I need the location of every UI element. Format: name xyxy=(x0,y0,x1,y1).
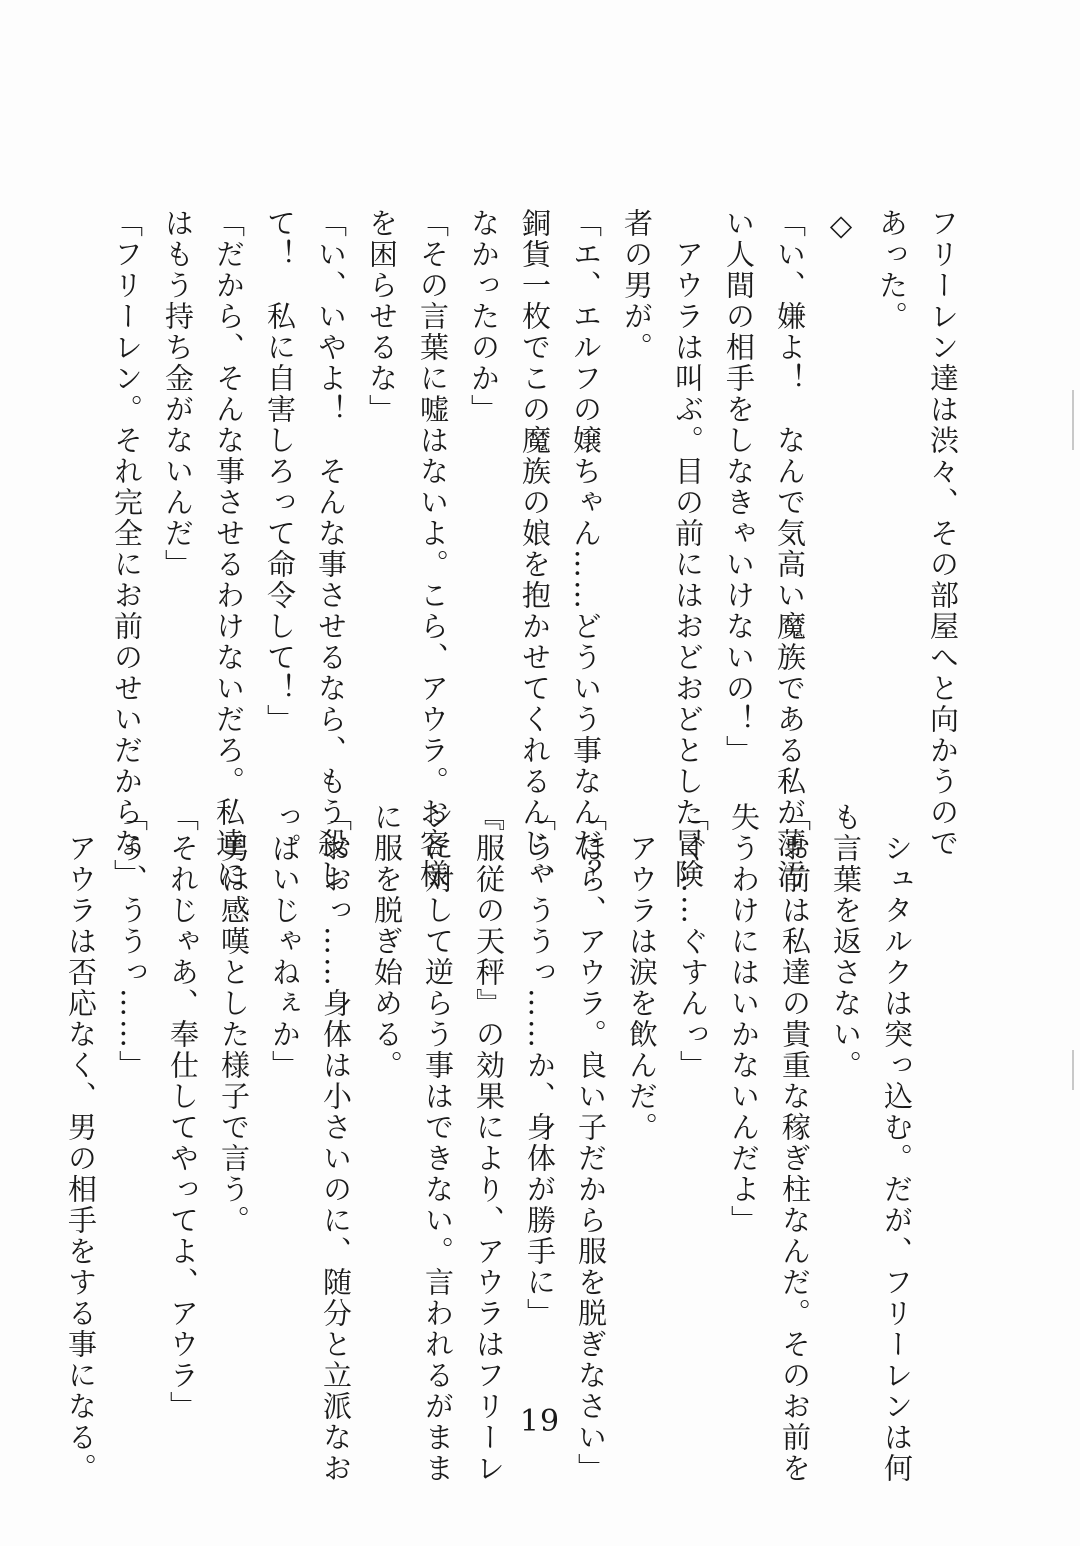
text-line: アウラは叫ぶ。目の前にはおどおどとした冒険 xyxy=(671,208,705,890)
text-line: 「エ、エルフの嬢ちゃん……どういう事なんだ？ xyxy=(569,208,603,890)
text-line: シュタルクは突っ込む。だが、フリーレンは何 xyxy=(880,802,914,1484)
scan-edge-mark xyxy=(1072,1050,1074,1090)
text-line: 「おおっ……身体は小さいのに、随分と立派なお xyxy=(319,802,353,1484)
text-line: 銅貨一枚でこの魔族の娘を抱かせてくれるんじゃ xyxy=(518,208,552,890)
text-line: フリーレン達は渋々、その部屋へと向かうので xyxy=(926,208,960,859)
text-line: 「い、嫌よ！ なんで気高い魔族である私が薄汚 xyxy=(773,208,807,890)
text-line: を困らせるな」 xyxy=(365,208,399,425)
scene-break-marker: ◇ xyxy=(824,208,858,244)
page-number: 19 xyxy=(519,1404,561,1439)
text-line: はもう持ち金がないんだ」 xyxy=(161,208,195,580)
text-line: 「お前は私達の貴重な稼ぎ柱なんだ。そのお前を xyxy=(778,802,812,1484)
text-line: 者の男が。 xyxy=(620,208,654,363)
text-line: に服を脱ぎ始める。 xyxy=(370,802,404,1081)
text-line: あった。 xyxy=(875,208,909,332)
text-line: 「ほら、アウラ。良い子だから服を脱ぎなさい」 xyxy=(574,802,608,1484)
text-line: 男は感嘆とした様子で言う。 xyxy=(217,802,251,1236)
text-line: 『服従の天秤』の効果により、アウラはフリーレ xyxy=(472,802,506,1484)
text-line: 失うわけにはいかないんだよ」 xyxy=(727,802,761,1236)
text-line: 「ぐ……ぐすんっ」 xyxy=(676,802,710,1081)
upper-text-block xyxy=(110,208,968,890)
text-line: 「う、ううっ……か、身体が勝手に」 xyxy=(523,802,557,1329)
text-line: 「い、いやよ！ そんな事させるなら、もう殺し xyxy=(314,208,348,890)
text-line: なかったのか」 xyxy=(467,208,501,425)
text-line: 「それじゃあ、奉仕してやってよ、アウラ」 xyxy=(166,802,200,1422)
text-line: も言葉を返さない。 xyxy=(829,802,863,1081)
text-line: アウラは涙を飲んだ。 xyxy=(625,802,659,1143)
scan-edge-mark xyxy=(1072,390,1074,450)
text-line: ンに対して逆らう事はできない。言われるがまま xyxy=(421,802,455,1484)
text-line: っぱいじゃねぇか」 xyxy=(268,802,302,1081)
text-line: 「う、ううっ……」 xyxy=(115,802,149,1081)
text-line: い人間の相手をしなきゃいけないの！」 xyxy=(722,208,756,766)
text-line: 「フリーレン。それ完全にお前のせいだからな」 xyxy=(110,208,144,890)
text-line: て！ 私に自害しろって命令して！」 xyxy=(263,208,297,735)
text-line: 「その言葉に嘘はないよ。こら、アウラ。お客様 xyxy=(416,208,450,890)
text-line: アウラは否応なく、男の相手をする事になる。 xyxy=(64,802,98,1484)
text-line: 「だから、そんな事させるわけないだろ。私達に xyxy=(212,208,246,890)
